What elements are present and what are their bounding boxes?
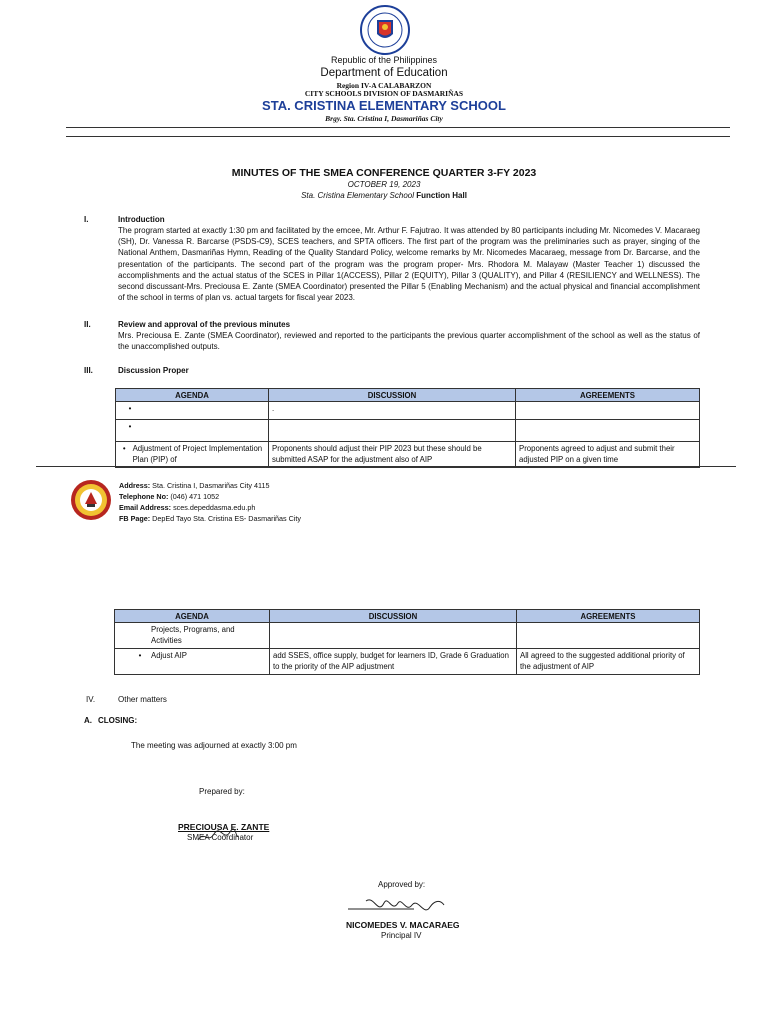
discussion-cell: . <box>269 402 516 420</box>
deped-seal-logo <box>357 4 413 56</box>
agenda-cell <box>115 649 270 675</box>
column-header: AGREEMENTS <box>516 389 700 402</box>
bullet: • <box>138 651 142 660</box>
footer-label: Email Address: <box>119 503 172 512</box>
approved-by-title: Principal IV <box>381 931 422 940</box>
prepared-by-title: SMEA Coordinator <box>187 833 254 842</box>
column-header: AGENDA <box>115 610 270 623</box>
closing-heading: CLOSING: <box>98 716 138 725</box>
section-heading: Discussion Proper <box>118 366 189 375</box>
agenda-cell <box>116 402 269 420</box>
document-venue <box>0 191 768 200</box>
table-row <box>116 420 700 442</box>
school-address: Brgy. Sta. Cristina I, Dasmariñas City <box>325 114 443 123</box>
region-name: Region IV-A CALABARZON <box>336 81 432 90</box>
discussion-cell <box>269 420 516 442</box>
agenda-cell <box>115 623 270 649</box>
footer-value: Sta. Cristina I, Dasmariñas City 4115 <box>152 481 270 490</box>
agreements-cell <box>517 623 700 649</box>
page-break-line <box>36 466 736 467</box>
bullet: • <box>128 422 132 431</box>
section-number: IV. <box>86 695 96 704</box>
footer-address <box>119 481 269 490</box>
closing-body: The meeting was adjourned at exactly 3:00 pm <box>131 741 297 750</box>
table-header-row <box>116 389 700 402</box>
agenda-table-continued <box>114 609 700 675</box>
footer-value: (046) 471 1052 <box>170 492 220 501</box>
venue-school: Sta. Cristina Elementary School <box>301 191 415 200</box>
school-name: STA. CRISTINA ELEMENTARY SCHOOL <box>262 98 506 113</box>
table-row <box>116 442 700 468</box>
section-body: The program started at exactly 1:30 pm and facilitated by the emcee, Mr. Arthur F. Fajutrao. It was attended by 80 participants including Mr. Nicomedes V. Macaraeg (SH), Dr. Vanessa R. Barcarse (PSDS-C9), SCES teachers, and SPTA officers. The first part of the program was the preliminaries such as prayer, singing of the National Anthem, Dasmariñas Hymn, Reading of the Quality Standard Policy, welcome remarks by Mr. Nicomedes Macaraeg, message from Dr. Barcarse, and the presentation of the participants. The second part of the program was the program proper- Mrs. Rhodora M. Malayaw (Master Teacher 1) discussed the accomplishments and the actual status of the SCES in Pillar 1(ACCESS), Pillar 2 (EQUITY), Pillar 3 (QUALITY), and Pillar 4 (RESILIENCY and WELLNESS). The second discussant-Mrs. Preciousa E. Zante (SMEA Coordinator) presented the Pillar 5 (Enabling Mechanism) and the actual physical and financial accomplishment of the school in terms of plan vs. actual targets for fiscal year 2023. <box>118 226 700 303</box>
prepared-by-name: PRECIOUSA E. ZANTE <box>178 822 270 832</box>
signature-mark <box>196 828 240 846</box>
section-heading: Other matters <box>118 695 167 704</box>
footer-value: sces.depeddasma.edu.ph <box>173 503 256 512</box>
header-divider-2 <box>66 136 730 137</box>
section-number: III. <box>84 366 93 375</box>
school-logo <box>66 478 116 522</box>
discussion-cell: Proponents should adjust their PIP 2023 but these should be submitted ASAP for the adjustment also of AIP <box>269 442 516 468</box>
principal-signature <box>344 893 456 919</box>
department-name: Department of Education <box>320 67 448 79</box>
table-row <box>116 402 700 420</box>
approved-by-label: Approved by: <box>378 880 426 889</box>
agenda-text: Adjust AIP <box>151 651 187 660</box>
section-number: II. <box>84 320 91 329</box>
document-title: MINUTES OF THE SMEA CONFERENCE QUARTER 3-FY 2023 <box>231 167 537 179</box>
republic-line: Republic of the Philippines <box>330 55 438 65</box>
footer-label: Address: <box>119 481 151 490</box>
agenda-cell <box>116 420 269 442</box>
header-divider <box>66 127 730 128</box>
section-number: I. <box>84 215 89 224</box>
discussion-cell: add SSES, office supply, budget for learners ID, Grade 6 Graduation to the priority of the AIP adjustment <box>270 649 517 675</box>
footer-fb <box>119 514 301 523</box>
section-heading: Introduction <box>118 215 165 224</box>
agreements-cell: Proponents agreed to adjust and submit their adjusted PIP on a given time <box>516 442 700 468</box>
table-row <box>115 623 700 649</box>
agenda-text: Projects, Programs, and Activities <box>151 625 235 645</box>
column-header: AGENDA <box>116 389 269 402</box>
agenda-text: Adjustment of Project Implementation Plan (PIP) of <box>132 444 263 464</box>
bullet: • <box>128 404 132 413</box>
venue-hall: Function Hall <box>416 191 467 200</box>
footer-phone <box>119 492 219 501</box>
column-header: DISCUSSION <box>270 610 517 623</box>
agreements-cell: All agreed to the suggested additional priority of the adjustment of AIP <box>517 649 700 675</box>
column-header: DISCUSSION <box>269 389 516 402</box>
bullet: • <box>122 444 126 453</box>
section-heading: Review and approval of the previous minutes <box>118 320 291 329</box>
agreements-cell <box>516 420 700 442</box>
document-date: OCTOBER 19, 2023 <box>347 180 421 189</box>
prepared-by-label: Prepared by: <box>199 787 245 796</box>
column-header: AGREEMENTS <box>517 610 700 623</box>
approved-by-name: NICOMEDES V. MACARAEG <box>346 920 460 930</box>
footer-label: Telephone No: <box>119 492 169 501</box>
footer-value: DepEd Tayo Sta. Cristina ES- Dasmariñas City <box>152 514 302 523</box>
agreements-cell <box>516 402 700 420</box>
footer-email <box>119 503 255 512</box>
agenda-cell <box>116 442 269 468</box>
agenda-table <box>115 388 700 468</box>
closing-letter: A. <box>84 716 92 725</box>
table-header-row <box>115 610 700 623</box>
section-body: Mrs. Preciousa E. Zante (SMEA Coordinator), reviewed and reported to the participants the previous quarter accomplishment of the school as well as the status of the unaccomplished outputs. <box>118 331 700 352</box>
division-name: CITY SCHOOLS DIVISION OF DASMARIÑAS <box>304 89 464 98</box>
table-row <box>115 649 700 675</box>
discussion-cell <box>270 623 517 649</box>
footer-label: FB Page: <box>119 514 151 523</box>
